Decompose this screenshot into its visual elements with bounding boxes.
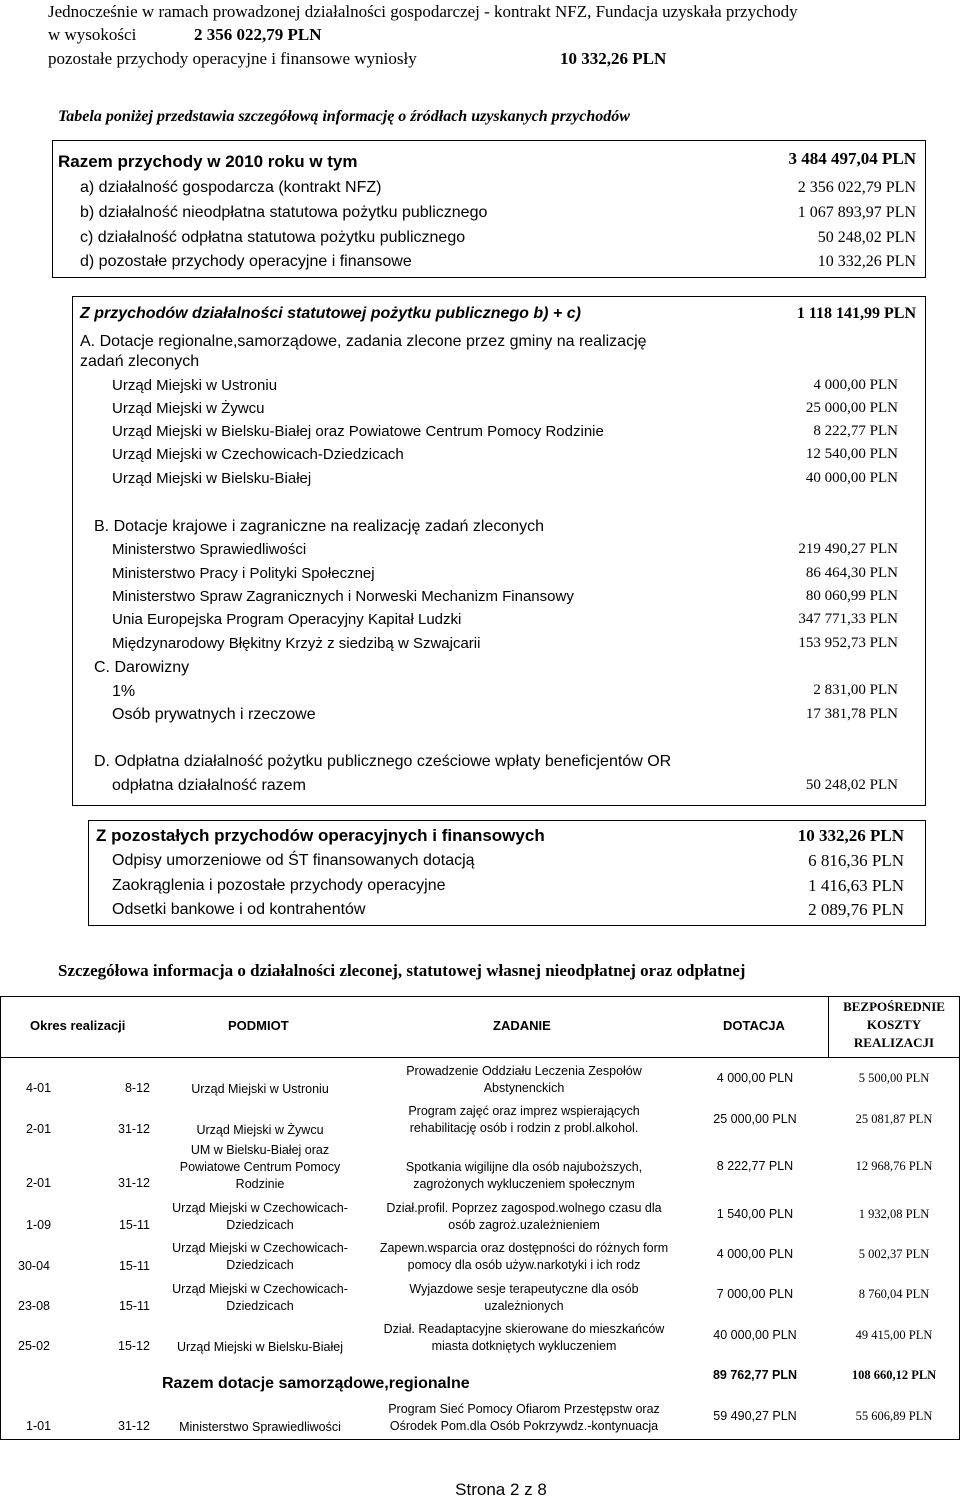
- summary-row-value: 50 248,02 PLN: [817, 229, 916, 246]
- row-period-to: 15-11: [118, 1259, 150, 1273]
- section-c-item-value: 17 381,78 PLN: [805, 706, 898, 722]
- row-task-line: uzależnionych: [484, 1299, 564, 1313]
- row-grant: 1 540,00 PLN: [716, 1207, 794, 1221]
- row-task: [368, 1103, 680, 1137]
- section-b-item-value: 219 490,27 PLN: [798, 541, 898, 557]
- section-b-item-value: 86 464,30 PLN: [805, 565, 898, 581]
- row-task-line: Program zajęć oraz imprez wspierających: [408, 1104, 640, 1118]
- intro-line-2-label: w wysokości: [48, 25, 137, 44]
- section-b-item-label: Ministerstwo Sprawiedliwości: [112, 541, 307, 558]
- section-b-item-value: 347 771,33 PLN: [798, 611, 898, 627]
- section-a-item-label: Urząd Miejski w Bielsku-Białej oraz Powiatowe Centrum Pomocy Rodzinie: [112, 423, 604, 440]
- row-task-line: Ośrodek Pom.dla Osób Pokrzywdz.-kontynuacja: [389, 1419, 659, 1433]
- section-b-item-label: Międzynarodowy Błękitny Krzyż z siedzibą w Szwajcarii: [112, 635, 481, 652]
- row-period-from: 25-02: [18, 1339, 50, 1353]
- row-task-line: osób zagroż.uzależnieniem: [448, 1218, 600, 1232]
- row-task: [368, 1321, 680, 1355]
- section-d-title: D. Odpłatna działalność pożytku publicznego cześciowe wpłaty beneficjentów OR: [94, 753, 672, 770]
- row-grant: 4 000,00 PLN: [716, 1071, 794, 1085]
- header-cost: KOSZTY: [866, 1017, 922, 1032]
- row-task-line: rehabilitację osób i rodzin z probl.alkohol.: [409, 1121, 639, 1135]
- row-task-line: pomocy dla osób używ.narkotyki i ich rodz: [407, 1258, 641, 1272]
- row-period-to: 8-12: [124, 1081, 150, 1095]
- header-cost: REALIZACJI: [853, 1035, 935, 1050]
- section-a-item-value: 25 000,00 PLN: [805, 400, 898, 416]
- row-cost: 8 760,04 PLN: [858, 1287, 930, 1301]
- other-income-item-label: Odsetki bankowe i od kontrahentów: [112, 901, 366, 918]
- section-a-item-value: 4 000,00 PLN: [813, 377, 898, 393]
- intro-line-2-value: 2 356 022,79 PLN: [194, 25, 322, 44]
- intro-line-1: Jednocześnie w ramach prowadzonej działalności gospodarczej - kontrakt NFZ, Fundacja uzyskała przychody: [48, 2, 798, 21]
- row-period-from: 1-09: [26, 1218, 52, 1232]
- row-task-line: Prowadzenie Oddziału Leczenia Zespołów: [406, 1064, 642, 1078]
- row-subject-line: UM w Bielsku-Białej oraz: [190, 1143, 330, 1157]
- other-income-item-value: 6 816,36 PLN: [808, 851, 904, 870]
- row-grant: 4 000,00 PLN: [716, 1247, 794, 1261]
- section-c-item-label: 1%: [112, 683, 136, 700]
- section-b-item-value: 153 952,73 PLN: [798, 635, 898, 651]
- section-b-title: B. Dotacje krajowe i zagraniczne na realizację zadań zleconych: [94, 518, 545, 535]
- header-task: ZADANIE: [493, 1018, 551, 1033]
- summary-row-label: c) działalność odpłatna statutowa pożytku publicznego: [80, 229, 466, 246]
- row-period-to: 15-11: [118, 1299, 150, 1313]
- row-task: [368, 1401, 680, 1435]
- section-b-item-label: Ministerstwo Spraw Zagranicznych i Norweski Mechanizm Finansowy: [112, 588, 574, 605]
- subtotal-grant: 89 762,77 PLN: [712, 1368, 798, 1382]
- row-grant: 7 000,00 PLN: [716, 1287, 794, 1301]
- section-a-title-cont: zadań zleconych: [80, 353, 200, 370]
- row-period-to: 15-12: [118, 1339, 150, 1353]
- row-period-from: 4-01: [26, 1081, 52, 1095]
- summary-row-value: 2 356 022,79 PLN: [797, 179, 916, 196]
- detail-table-header-divider: [0, 1057, 960, 1058]
- section-c-item-label: Osób prywatnych i rzeczowe: [112, 706, 316, 723]
- detail-heading: Szczegółowa informacja o działalności zleconej, statutowej własnej nieodpłatnej oraz odpłatnej: [58, 961, 746, 980]
- row-period-from: 2-01: [26, 1176, 52, 1190]
- section-b-item-value: 80 060,99 PLN: [805, 588, 898, 604]
- summary-row-label: a) działalność gospodarcza (kontrakt NFZ): [80, 179, 382, 196]
- row-subject-line: Urząd Miejski w Żywcu: [196, 1123, 324, 1137]
- summary-row-label: d) pozostałe przychody operacyjne i finansowe: [80, 253, 412, 270]
- row-task-line: Dział. Readaptacyjne skierowane do mieszkańców: [383, 1322, 665, 1336]
- other-income-header-value: 10 332,26 PLN: [797, 826, 904, 845]
- row-subject-line: Urząd Miejski w Czechowicach-: [172, 1282, 348, 1296]
- row-period-to: 31-12: [118, 1122, 150, 1136]
- other-income-item-value: 2 089,76 PLN: [808, 900, 904, 919]
- header-subject: PODMIOT: [228, 1018, 289, 1033]
- row-period-to: 31-12: [118, 1176, 150, 1190]
- section-a-item-value: 12 540,00 PLN: [805, 446, 898, 462]
- row-subject-line: Urząd Miejski w Bielsku-Białej: [176, 1340, 343, 1354]
- row-task-line: Spotkania wigilijne dla osób najuboższych,: [405, 1160, 643, 1174]
- section-a-item-label: Urząd Miejski w Żywcu: [112, 400, 265, 417]
- page-number: Strona 2 z 8: [455, 1480, 547, 1499]
- row-task: [368, 1200, 680, 1234]
- row-subject-line: Urząd Miejski w Ustroniu: [191, 1082, 329, 1096]
- row-task: [368, 1063, 680, 1097]
- row-subject: [154, 1122, 366, 1139]
- row-subject: [154, 1281, 366, 1315]
- row-subject-line: Rodzinie: [235, 1177, 285, 1191]
- row-task-line: miasta dotkniętych wykluczeniem: [431, 1339, 617, 1353]
- row-subject-line: Urząd Miejski w Czechowicach-: [172, 1241, 348, 1255]
- section-a-item-label: Urząd Miejski w Ustroniu: [112, 377, 278, 394]
- row-period-from: 23-08: [18, 1299, 50, 1313]
- row-subject: [154, 1240, 366, 1274]
- row-cost: 12 968,76 PLN: [855, 1159, 933, 1173]
- table-intro-heading: Tabela poniżej przedstawia szczegółową informację o źródłach uzyskanych przychodów: [58, 108, 630, 125]
- summary-total-value: 3 484 497,04 PLN: [788, 149, 916, 168]
- row-subject: [154, 1419, 366, 1436]
- row-task-line: Dział.profil. Poprzez zagospod.wolnego czasu dla: [386, 1201, 662, 1215]
- statutory-header-value: 1 118 141,99 PLN: [796, 305, 916, 322]
- row-cost: 5 500,00 PLN: [858, 1071, 930, 1085]
- row-grant: 25 000,00 PLN: [713, 1112, 797, 1126]
- row-subject-line: Urząd Miejski w Czechowicach-: [172, 1201, 348, 1215]
- row-subject-line: Ministerstwo Sprawiedliwości: [179, 1420, 341, 1434]
- section-a-item-label: Urząd Miejski w Czechowicach-Dziedzicach: [112, 446, 404, 463]
- summary-row-label: b) działalność nieodpłatna statutowa pożytku publicznego: [80, 204, 488, 221]
- row-cost: 1 932,08 PLN: [858, 1207, 930, 1221]
- header-grant: DOTACJA: [723, 1018, 785, 1033]
- row-task-line: Abstynenckich: [483, 1081, 565, 1095]
- row-task-line: zagrożonych wykluczeniem społecznym: [413, 1177, 635, 1191]
- row-subject-line: Dziedzicach: [226, 1299, 294, 1313]
- section-c-item-value: 2 831,00 PLN: [813, 682, 898, 698]
- summary-row-value: 1 067 893,97 PLN: [797, 204, 916, 221]
- row-cost: 25 081,87 PLN: [855, 1112, 933, 1126]
- section-a-item-value: 8 222,77 PLN: [813, 423, 898, 439]
- row-subject: [154, 1142, 366, 1193]
- row-cost: 55 606,89 PLN: [855, 1409, 933, 1423]
- row-grant: 59 490,27 PLN: [713, 1409, 797, 1423]
- row-grant: 8 222,77 PLN: [716, 1159, 794, 1173]
- row-task: [368, 1159, 680, 1193]
- row-subject-line: Dziedzicach: [226, 1218, 294, 1232]
- row-period-from: 1-01: [26, 1419, 52, 1433]
- intro-line-3-value: 10 332,26 PLN: [560, 49, 667, 68]
- section-d-item-value: 50 248,02 PLN: [805, 777, 898, 793]
- row-task-line: Wyjazdowe sesje terapeutyczne dla osób: [409, 1282, 639, 1296]
- row-period-to: 31-12: [118, 1419, 150, 1433]
- row-period-from: 30-04: [18, 1259, 50, 1273]
- subtotal-label: Razem dotacje samorządowe,regionalne: [162, 1375, 470, 1392]
- section-a-title: A. Dotacje regionalne,samorządowe, zadania zlecone przez gminy na realizację: [80, 333, 647, 350]
- intro-line-3-label: pozostałe przychody operacyjne i finansowe wyniosły: [48, 49, 417, 68]
- row-task: [368, 1240, 680, 1274]
- header-cost: BEZPOŚREDNIE: [843, 999, 945, 1014]
- row-grant: 40 000,00 PLN: [713, 1328, 797, 1342]
- row-subject-line: Powiatowe Centrum Pomocy: [179, 1160, 341, 1174]
- header-period: Okres realizacji: [30, 1018, 126, 1033]
- other-income-header-label: Z pozostałych przychodów operacyjnych i finansowych: [96, 826, 545, 845]
- row-subject: [154, 1339, 366, 1356]
- row-task: [368, 1281, 680, 1315]
- section-c-title: C. Darowizny: [94, 659, 190, 676]
- row-period-to: 15-11: [118, 1218, 150, 1232]
- section-a-item-label: Urząd Miejski w Bielsku-Białej: [112, 470, 312, 487]
- section-d-item-label: odpłatna działalność razem: [112, 777, 306, 794]
- row-subject-line: Dziedzicach: [226, 1258, 294, 1272]
- other-income-item-label: Zaokrąglenia i pozostałe przychody operacyjne: [112, 877, 446, 894]
- row-subject: [154, 1200, 366, 1234]
- section-a-item-value: 40 000,00 PLN: [805, 470, 898, 486]
- row-cost: 5 002,37 PLN: [858, 1247, 930, 1261]
- statutory-header-label: Z przychodów działalności statutowej pożytku publicznego b) + c): [80, 305, 581, 322]
- other-income-item-value: 1 416,63 PLN: [808, 876, 904, 895]
- other-income-item-label: Odpisy umorzeniowe od ŚT finansowanych dotacją: [112, 852, 475, 869]
- row-task-line: Zapewn.wsparcia oraz dostępności do różnych form: [379, 1241, 669, 1255]
- subtotal-cost: 108 660,12 PLN: [851, 1368, 937, 1382]
- summary-total-label: Razem przychody w 2010 roku w tym: [58, 152, 358, 171]
- summary-row-value: 10 332,26 PLN: [817, 253, 916, 270]
- section-b-item-label: Unia Europejska Program Operacyjny Kapitał Ludzki: [112, 611, 462, 628]
- section-b-item-label: Ministerstwo Pracy i Polityki Społecznej: [112, 565, 375, 582]
- row-cost: 49 415,00 PLN: [855, 1328, 933, 1342]
- row-task-line: Program Sieć Pomocy Ofiarom Przestępstw oraz: [388, 1402, 660, 1416]
- row-period-from: 2-01: [26, 1122, 52, 1136]
- row-subject: [154, 1081, 366, 1098]
